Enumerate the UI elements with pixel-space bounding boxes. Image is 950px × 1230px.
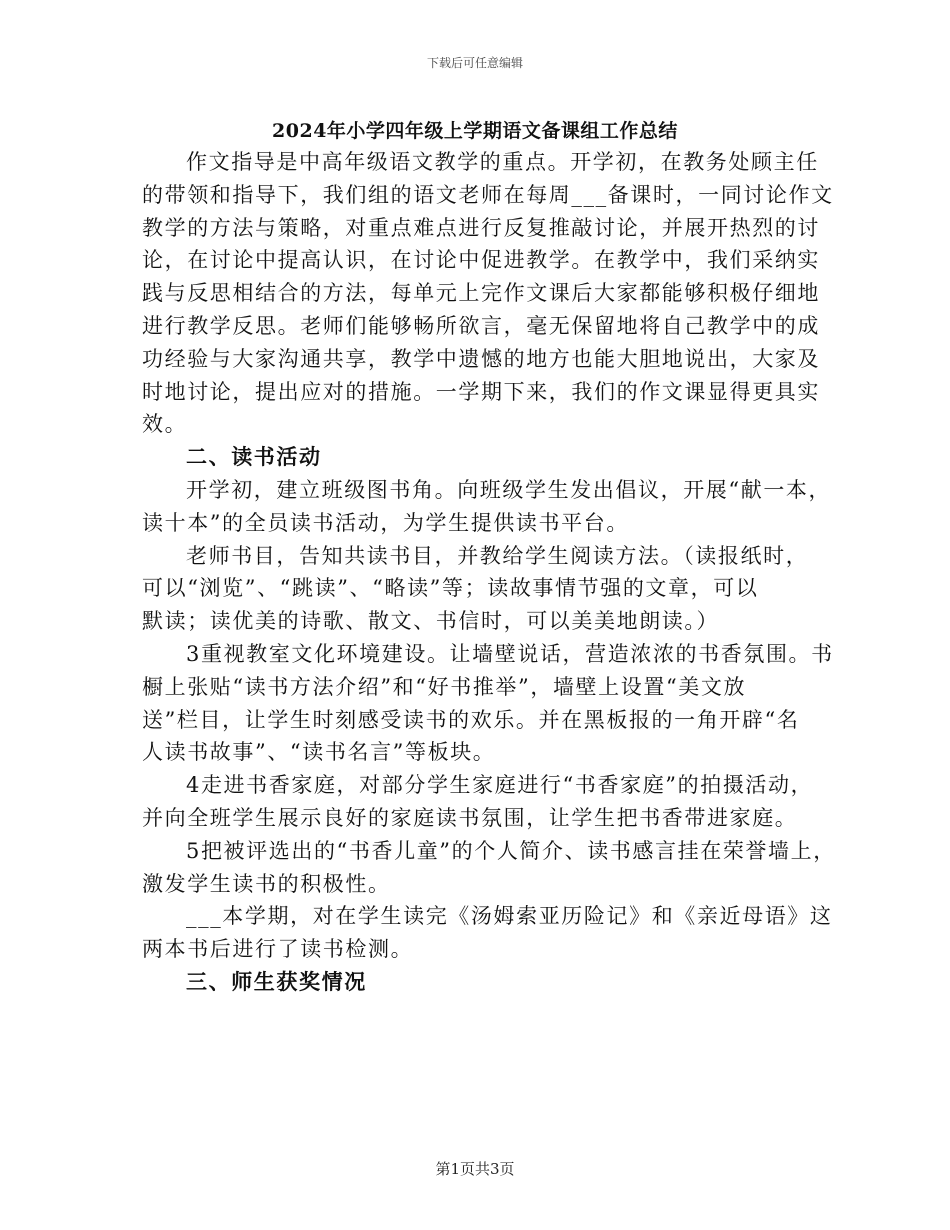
paragraph-4-line: 3重视教室文化环境建设。让墙壁说话，营造浓浓的书香氛围。书 xyxy=(186,641,834,666)
paragraph-6-line: 5把被评选出的“书香儿童”的个人简介、读书感言挂在荣誉墙上， xyxy=(186,838,836,863)
paragraph-3-line: 可以“浏览”、“跳读”、“略读”等；读故事情节强的文章，可以 xyxy=(142,576,759,601)
paragraph-4-line: 橱上张贴“读书方法介绍”和“好书推举”，墙壁上设置“美文放 xyxy=(142,674,747,699)
paragraph-4-line: 人读书故事”、“读书名言”等板块。 xyxy=(142,740,496,765)
section-3-heading: 三、师生获奖情况 xyxy=(186,968,367,994)
paragraph-1-line: 功经验与大家沟通共享，教学中遗憾的地方也能大胆地说出，大家及 xyxy=(142,346,820,371)
paragraph-1-line: 践与反思相结合的方法，每单元上完作文课后大家都能够积极仔细地 xyxy=(142,281,820,306)
paragraph-7-line: 两本书后进行了读书检测。 xyxy=(142,937,414,962)
paragraph-5-line: 并向全班学生展示良好的家庭读书氛围，让学生把书香带进家庭。 xyxy=(142,805,798,830)
paragraph-1 xyxy=(142,146,834,441)
paragraph-2-line: 开学初，建立班级图书角。向班级学生发出倡议，开展“献一本， xyxy=(186,477,832,502)
paragraph-3 xyxy=(142,540,808,638)
paragraph-1-line: 论，在讨论中提高认识，在讨论中促进教学。在教学中，我们采纳实 xyxy=(142,248,820,273)
paragraph-1-line: 作文指导是中高年级语文教学的重点。开学初，在教务处顾主任 xyxy=(186,150,819,174)
page-header-note: 下载后可任意编辑 xyxy=(426,56,523,70)
paragraph-1-line: 进行教学反思。老师们能够畅所欲言，毫无保留地将自己教学中的成 xyxy=(142,313,820,338)
document-title: 2024年小学四年级上学期语文备课组工作总结 xyxy=(272,120,678,142)
paragraph-1-line: 效。 xyxy=(142,412,188,437)
paragraph-2 xyxy=(142,474,832,540)
paragraph-1-line: 教学的方法与策略，对重点难点进行反复推敲讨论，并展开热烈的讨 xyxy=(142,215,820,240)
paragraph-1-line: 的带领和指导下，我们组的语文老师在每周___备课时，一同讨论作文 xyxy=(142,182,834,207)
paragraph-5 xyxy=(142,769,814,835)
section-2-heading: 二、读书活动 xyxy=(186,444,322,470)
paragraph-1-line: 时地讨论，提出应对的措施。一学期下来，我们的作文课显得更具实 xyxy=(142,379,820,404)
page-footer-page-number: 第1页共3页 xyxy=(435,1160,515,1178)
paragraph-7 xyxy=(142,900,833,966)
paragraph-6 xyxy=(142,835,836,901)
paragraph-3-line: 老师书目，告知共读书目，并教给学生阅读方法。（读报纸时， xyxy=(186,543,809,568)
paragraph-3-line: 默读；读优美的诗歌、散文、书信时，可以美美地朗读。） xyxy=(142,609,720,634)
paragraph-5-line: 4走进书香家庭，对部分学生家庭进行“书香家庭”的拍摄活动， xyxy=(186,773,814,798)
paragraph-4-line: 送”栏目，让学生时刻感受读书的欢乐。并在黑板报的一角开辟“名 xyxy=(142,707,800,732)
paragraph-2-line: 读十本”的全员读书活动，为学生提供读书平台。 xyxy=(142,510,629,535)
document-body xyxy=(142,146,836,999)
paragraph-6-line: 激发学生读书的积极性。 xyxy=(142,871,391,896)
paragraph-7-line: ___本学期，对在学生读完《汤姆索亚历险记》和《亲近母语》这 xyxy=(186,904,833,929)
paragraph-4 xyxy=(142,638,834,769)
